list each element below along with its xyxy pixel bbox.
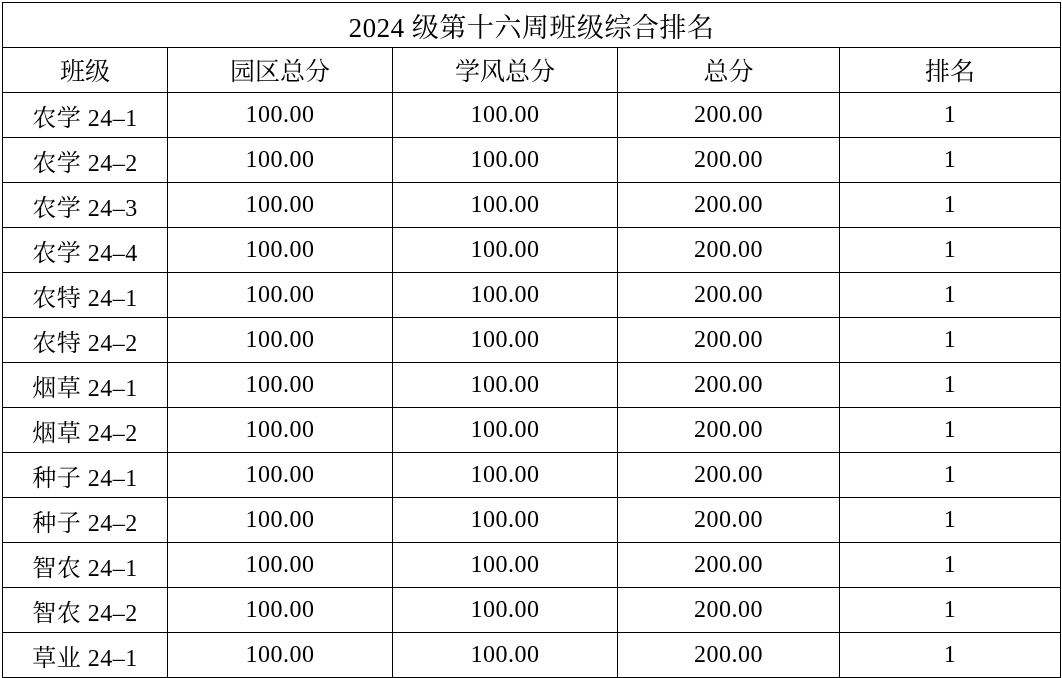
cell-study-style-score: 100.00 [393, 633, 618, 678]
cell-study-style-score: 100.00 [393, 363, 618, 408]
cell-total-score: 200.00 [618, 273, 840, 318]
cell-rank: 1 [840, 363, 1061, 408]
cell-study-style-score: 100.00 [393, 453, 618, 498]
cell-rank: 1 [840, 633, 1061, 678]
cell-total-score: 200.00 [618, 228, 840, 273]
cell-class: 烟草 24–2 [3, 408, 168, 453]
cell-class: 种子 24–2 [3, 498, 168, 543]
cell-rank: 1 [840, 453, 1061, 498]
cell-total-score: 200.00 [618, 408, 840, 453]
cell-total-score: 200.00 [618, 543, 840, 588]
cell-campus-score: 100.00 [168, 138, 393, 183]
column-header-study-style-score: 学风总分 [393, 48, 618, 93]
page-title: 2024 级第十六周班级综合排名 [3, 3, 1061, 48]
cell-class: 智农 24–1 [3, 543, 168, 588]
cell-class: 农学 24–4 [3, 228, 168, 273]
cell-study-style-score: 100.00 [393, 228, 618, 273]
cell-total-score: 200.00 [618, 633, 840, 678]
cell-campus-score: 100.00 [168, 363, 393, 408]
cell-total-score: 200.00 [618, 498, 840, 543]
cell-study-style-score: 100.00 [393, 93, 618, 138]
cell-campus-score: 100.00 [168, 588, 393, 633]
cell-class: 农学 24–1 [3, 93, 168, 138]
cell-rank: 1 [840, 543, 1061, 588]
column-header-campus-score: 园区总分 [168, 48, 393, 93]
cell-rank: 1 [840, 588, 1061, 633]
cell-study-style-score: 100.00 [393, 543, 618, 588]
cell-campus-score: 100.00 [168, 273, 393, 318]
table-title-row [3, 3, 1061, 48]
table-row [3, 543, 1061, 588]
cell-rank: 1 [840, 498, 1061, 543]
table-header-row [3, 48, 1061, 93]
cell-rank: 1 [840, 183, 1061, 228]
cell-total-score: 200.00 [618, 183, 840, 228]
cell-campus-score: 100.00 [168, 633, 393, 678]
cell-campus-score: 100.00 [168, 183, 393, 228]
table-row [3, 363, 1061, 408]
cell-campus-score: 100.00 [168, 498, 393, 543]
cell-study-style-score: 100.00 [393, 138, 618, 183]
table-row [3, 93, 1061, 138]
cell-class: 草业 24–1 [3, 633, 168, 678]
cell-rank: 1 [840, 273, 1061, 318]
cell-total-score: 200.00 [618, 138, 840, 183]
cell-total-score: 200.00 [618, 318, 840, 363]
cell-campus-score: 100.00 [168, 543, 393, 588]
cell-campus-score: 100.00 [168, 228, 393, 273]
table-row [3, 588, 1061, 633]
cell-class: 智农 24–2 [3, 588, 168, 633]
cell-class: 烟草 24–1 [3, 363, 168, 408]
table-row [3, 318, 1061, 363]
table-row [3, 273, 1061, 318]
cell-study-style-score: 100.00 [393, 273, 618, 318]
table-row [3, 138, 1061, 183]
table-row [3, 633, 1061, 678]
cell-class: 农学 24–2 [3, 138, 168, 183]
cell-campus-score: 100.00 [168, 453, 393, 498]
cell-rank: 1 [840, 318, 1061, 363]
cell-class: 农学 24–3 [3, 183, 168, 228]
cell-class: 种子 24–1 [3, 453, 168, 498]
cell-class: 农特 24–1 [3, 273, 168, 318]
cell-rank: 1 [840, 228, 1061, 273]
cell-campus-score: 100.00 [168, 408, 393, 453]
cell-study-style-score: 100.00 [393, 408, 618, 453]
cell-campus-score: 100.00 [168, 93, 393, 138]
cell-rank: 1 [840, 138, 1061, 183]
table-row [3, 183, 1061, 228]
cell-class: 农特 24–2 [3, 318, 168, 363]
class-ranking-table [2, 2, 1061, 678]
column-header-total-score: 总分 [618, 48, 840, 93]
column-header-rank: 排名 [840, 48, 1061, 93]
cell-total-score: 200.00 [618, 588, 840, 633]
table-row [3, 228, 1061, 273]
cell-rank: 1 [840, 408, 1061, 453]
cell-study-style-score: 100.00 [393, 183, 618, 228]
column-header-class: 班级 [3, 48, 168, 93]
table-row [3, 408, 1061, 453]
cell-total-score: 200.00 [618, 363, 840, 408]
cell-campus-score: 100.00 [168, 318, 393, 363]
cell-total-score: 200.00 [618, 453, 840, 498]
cell-study-style-score: 100.00 [393, 588, 618, 633]
cell-total-score: 200.00 [618, 93, 840, 138]
cell-rank: 1 [840, 93, 1061, 138]
cell-study-style-score: 100.00 [393, 498, 618, 543]
table-row [3, 498, 1061, 543]
cell-study-style-score: 100.00 [393, 318, 618, 363]
table-row [3, 453, 1061, 498]
